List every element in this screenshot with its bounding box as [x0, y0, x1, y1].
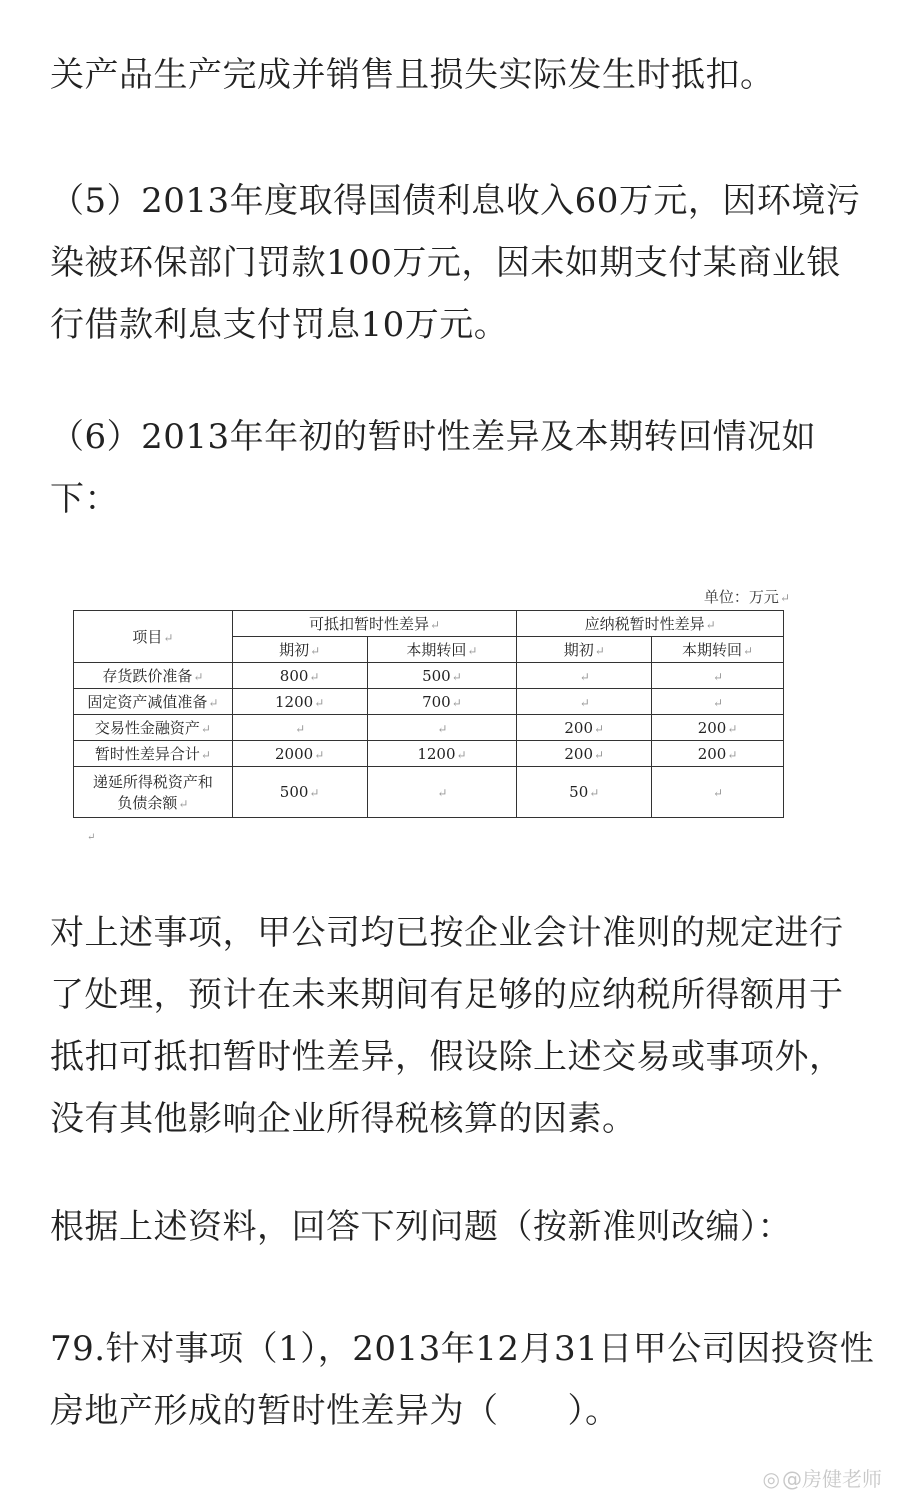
paragraph-description [50, 902, 844, 1150]
paragraph-mark: ↵ [87, 832, 96, 843]
text-line: 了处理，预计在未来期间有足够的应纳税所得额用于 [50, 975, 844, 1015]
row-label: 交易性金融资产↵ [74, 715, 233, 741]
paragraph-item-5 [50, 170, 861, 356]
table-cell: 1200↵ [232, 689, 367, 715]
subheader-opening: 期初↵ [517, 637, 652, 663]
text-line: 没有其他影响企业所得税核算的因素。 [50, 1099, 637, 1139]
row-label: 固定资产减值准备↵ [74, 689, 233, 715]
table-row [74, 715, 784, 741]
table-row [74, 767, 784, 818]
table-cell: 200↵ [652, 741, 784, 767]
table-cell: 800↵ [232, 663, 367, 689]
text-line: （5）2013年度取得国债利息收入60万元，因环境污 [50, 181, 861, 221]
table-cell: 2000↵ [232, 741, 367, 767]
text-line: 下： [50, 479, 119, 519]
text-line: 抵扣可抵扣暂时性差异，假设除上述交易或事项外， [50, 1037, 844, 1077]
text-line: 对上述事项，甲公司均已按企业会计准则的规定进行 [50, 913, 844, 953]
text-line: 染被环保部门罚款100万元，因未如期支付某商业银 [50, 243, 841, 283]
table-cell: ↵ [517, 689, 652, 715]
table-cell: ↵ [232, 715, 367, 741]
table-cell: ↵ [652, 663, 784, 689]
table-cell: 200↵ [517, 715, 652, 741]
table-cell: ↵ [652, 767, 784, 818]
text-line: 79.针对事项（1），2013年12月31日甲公司因投资性 [50, 1329, 875, 1369]
table-cell: 1200↵ [367, 741, 517, 767]
header-deductible-group: 可抵扣暂时性差异↵ [232, 611, 517, 637]
subheader-reversal: 本期转回↵ [367, 637, 517, 663]
table-cell: ↵ [652, 689, 784, 715]
question-79 [50, 1318, 875, 1442]
temporary-difference-table [73, 610, 784, 818]
header-item-cell: 项目↵ [74, 611, 233, 663]
table-cell: 50↵ [517, 767, 652, 818]
text-line: （6）2013年年初的暂时性差异及本期转回情况如 [50, 417, 817, 457]
table-unit-label: 单位：万元↵ [703, 588, 790, 606]
paragraph-item-6 [50, 406, 840, 530]
paragraph-instruction [50, 1196, 840, 1258]
table-cell: 700↵ [367, 689, 517, 715]
row-label: 暂时性差异合计↵ [74, 741, 233, 767]
header-taxable-group: 应纳税暂时性差异↵ [517, 611, 784, 637]
watermark: ◎ @房健老师 [762, 1467, 882, 1491]
table-cell: 500↵ [367, 663, 517, 689]
table-row [74, 663, 784, 689]
table-cell: 500↵ [232, 767, 367, 818]
text-line: 行借款利息支付罚息10万元。 [50, 305, 509, 345]
table-row [74, 689, 784, 715]
table-row [74, 741, 784, 767]
row-label: 递延所得税资产和 负债余额↵ [74, 767, 233, 818]
text-line: 房地产形成的暂时性差异为（ ）。 [50, 1391, 620, 1431]
table-cell: ↵ [517, 663, 652, 689]
row-label: 存货跌价准备↵ [74, 663, 233, 689]
text-line: 关产品生产完成并销售且损失实际发生时抵扣。 [50, 55, 775, 95]
table-cell: ↵ [367, 767, 517, 818]
table-cell: 200↵ [652, 715, 784, 741]
subheader-reversal: 本期转回↵ [652, 637, 784, 663]
table-header-row [74, 611, 784, 637]
subheader-opening: 期初↵ [232, 637, 367, 663]
paragraph-continuation [50, 44, 840, 106]
table-cell: ↵ [367, 715, 517, 741]
text-line: 根据上述资料，回答下列问题（按新准则改编）： [50, 1207, 792, 1247]
weibo-icon: ◎ [762, 1467, 780, 1491]
table-cell: 200↵ [517, 741, 652, 767]
